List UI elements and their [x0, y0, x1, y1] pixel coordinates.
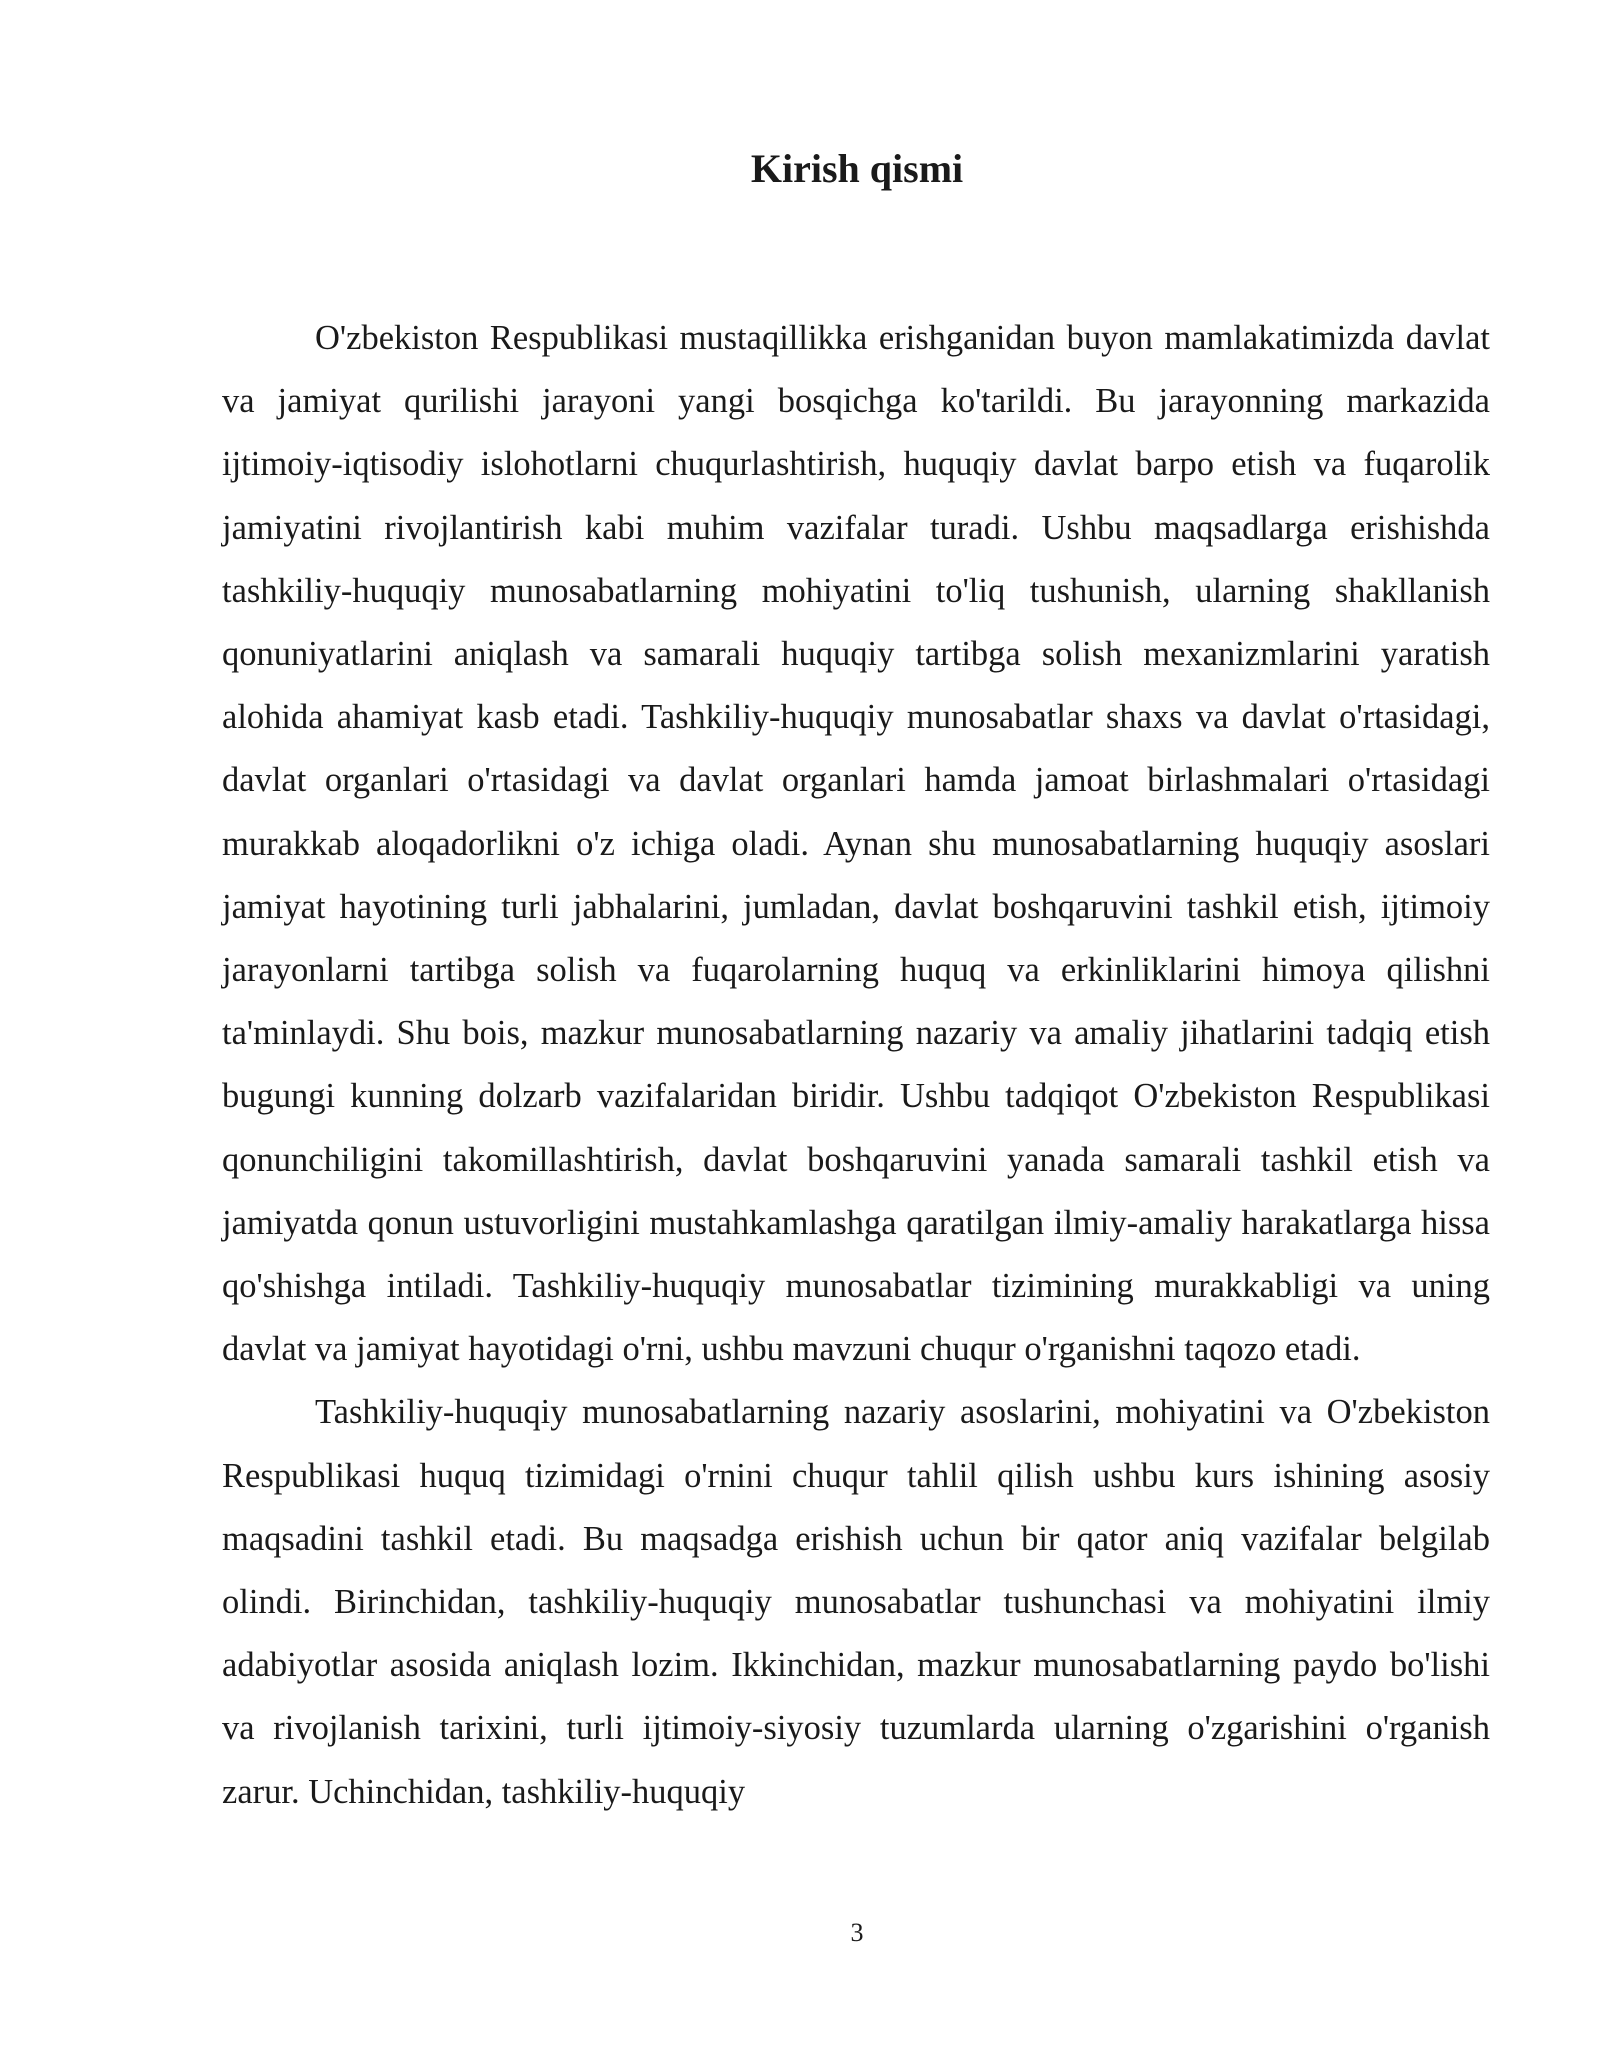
page-number: 3: [850, 1918, 864, 1947]
paragraph-1: O'zbekiston Respublikasi mustaqillikka erishganidan buyon mamlakatimizda davlat va jamiyat qurilishi jarayoni yangi bosqichga ko'tarildi. Bu jarayonning markazida ijtimoiy-iqtisodiy islohotlarni chuqurlashtirish, huquqiy davlat barpo etish va fuqarolik jamiyatini rivojlantirish kabi muhim vazifalar turadi. Ushbu maqsadlarga erishishda tashkiliy-huquqiy munosabatlarning mohiyatini to'liq tushunish, ularning shakllanish qonuniyatlarini aniqlash va samarali huquqiy tartibga solish mexanizmlarini yaratish alohida ahamiyat kasb etadi. Tashkiliy-huquqiy munosabatlar shaxs va davlat o'rtasidagi, davlat organlari o'rtasidagi va davlat organlari hamda jamoat birlashmalari o'rtasidagi murakkab aloqadorlikni o'z ichiga oladi. Aynan shu munosabatlarning huquqiy asoslari jamiyat hayotining turli jabhalarini, jumladan, davlat boshqaruvini tashkil etish, ijtimoiy jarayonlarni tartibga solish va fuqarolarning huquq va erkinliklarini himoya qilishni ta'minlaydi. Shu bois, mazkur munosabatlarning nazariy va amaliy jihatlarini tadqiq etish bugungi kunning dolzarb vazifalaridan biridir. Ushbu tadqiqot O'zbekiston Respublikasi qonunchiligini takomillashtirish, davlat boshqaruvini yanada samarali tashkil etish va jamiyatda qonun ustuvorligini mustahkamlashga qaratilgan ilmiy-amaliy harakatlarga hissa qo'shishga intiladi. Tashkiliy-huquqiy munosabatlar tizimining murakkabligi va uning davlat va jamiyat hayotidagi o'rni, ushbu mavzuni chuqur o'rganishni taqozo etadi.: [222, 319, 1490, 1369]
body-text: [222, 307, 1490, 1824]
page-title: Kirish qismi: [750, 146, 964, 191]
paragraph-2: Tashkiliy-huquqiy munosabatlarning nazariy asoslarini, mohiyatini va O'zbekiston Respublikasi huquq tizimidagi o'rnini chuqur tahlil qilish ushbu kurs ishining asosiy maqsadini tashkil etadi. Bu maqsadga erishish uchun bir qator aniq vazifalar belgilab olindi. Birinchidan, tashkiliy-huquqiy munosabatlar tushunchasi va mohiyatini ilmiy adabiyotlar asosida aniqlash lozim. Ikkinchidan, mazkur munosabatlarning paydo bo'lishi va rivojlanish tarixini, turli ijtimoiy-siyosiy tuzumlarda ularning o'zgarishini o'rganish zarur. Uchinchidan, tashkiliy-huquqiy: [222, 1393, 1490, 1811]
